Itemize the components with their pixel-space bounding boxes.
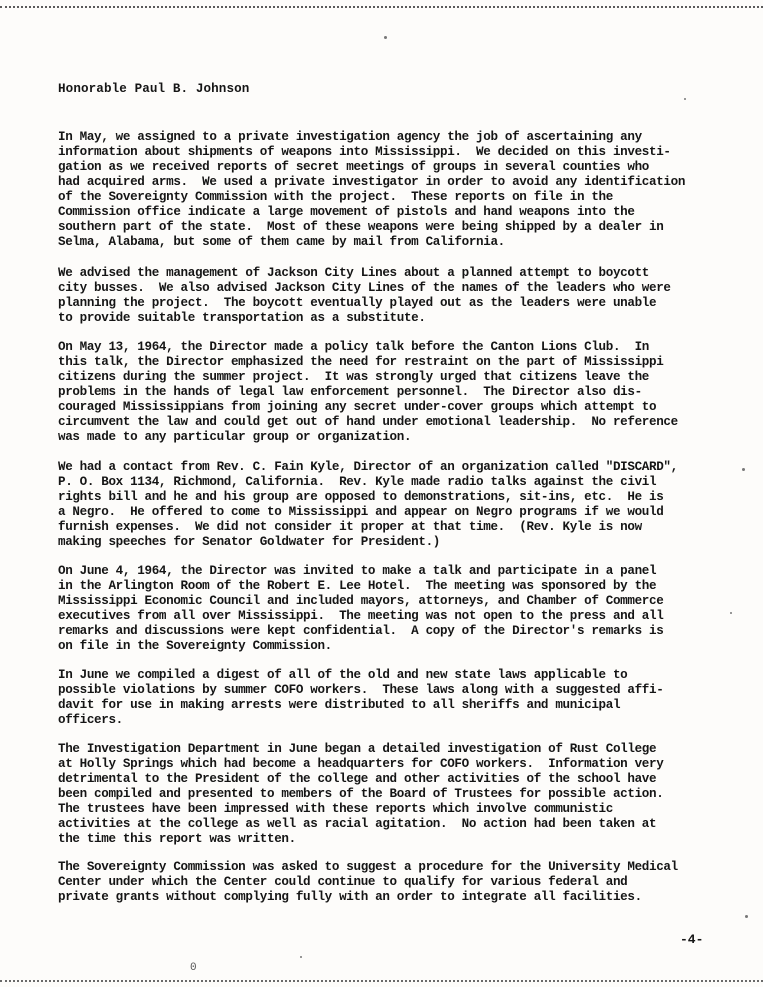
text-line: Mississippi Economic Council and included mayors, attorneys, and Chamber of Commerce	[58, 594, 664, 608]
text-line: On June 4, 1964, the Director was invited to make a talk and participate in a panel	[58, 564, 657, 578]
text-line: city busses. We also advised Jackson City Lines of the names of the leaders who were	[58, 281, 671, 295]
text-line: at Holly Springs which had become a headquarters for COFO workers. Information very	[58, 757, 664, 771]
scan-speck	[745, 915, 748, 918]
text-line: southern part of the state. Most of these weapons were being shipped by a dealer in	[58, 220, 664, 234]
text-line: circumvent the law and could get out of hand under emotional leadership. No reference	[58, 415, 678, 429]
text-line: on file in the Sovereignty Commission.	[58, 639, 332, 653]
text-line: information about shipments of weapons into Mississippi. We decided on this investi-	[58, 145, 671, 159]
text-line: was made to any particular group or organization.	[58, 430, 412, 444]
text-line: had acquired arms. We used a private investigator in order to avoid any identification	[58, 175, 686, 189]
text-line: possible violations by summer COFO workers. These laws along with a suggested affi-	[58, 683, 664, 697]
top-dotted-border	[0, 6, 763, 8]
text-line: officers.	[58, 713, 123, 727]
text-line: gation as we received reports of secret meetings of groups in several counties who	[58, 160, 650, 174]
paragraph	[58, 460, 738, 550]
paragraph	[58, 130, 738, 250]
text-line: private grants without complying fully with an order to integrate all facilities.	[58, 890, 642, 904]
paragraph	[58, 860, 738, 905]
text-line: The trustees have been impressed with these reports which involve communistic	[58, 802, 613, 816]
text-line: to provide suitable transportation as a substitute.	[58, 311, 426, 325]
bottom-dotted-border	[0, 980, 763, 982]
text-line: The Sovereignty Commission was asked to suggest a procedure for the University Medical	[58, 860, 678, 874]
text-line: problems in the hands of legal law enforcement personnel. The Director also dis-	[58, 385, 642, 399]
stray-mark: 0	[190, 962, 197, 974]
scan-speck	[684, 98, 686, 100]
text-line: couraged Mississippians from joining any secret under-cover groups which attempt to	[58, 400, 657, 414]
paragraph	[58, 564, 738, 654]
text-line: We advised the management of Jackson City Lines about a planned attempt to boycott	[58, 266, 650, 280]
text-line: in the Arlington Room of the Robert E. Lee Hotel. The meeting was sponsored by the	[58, 579, 657, 593]
paragraph	[58, 668, 738, 728]
scan-speck	[730, 612, 732, 614]
text-line: activities at the college as well as racial agitation. No action had been taken at	[58, 817, 657, 831]
text-line: On May 13, 1964, the Director made a policy talk before the Canton Lions Club. In	[58, 340, 650, 354]
paragraph	[58, 340, 738, 445]
text-line: been compiled and presented to members of the Board of Trustees for possible action.	[58, 787, 664, 801]
text-line: making speeches for Senator Goldwater for President.)	[58, 535, 440, 549]
text-line: Selma, Alabama, but some of them came by mail from California.	[58, 235, 505, 249]
text-line: planning the project. The boycott eventually played out as the leaders were unable	[58, 296, 657, 310]
text-line: a Negro. He offered to come to Mississippi and appear on Negro programs if we would	[58, 505, 664, 519]
text-line: The Investigation Department in June began a detailed investigation of Rust College	[58, 742, 657, 756]
text-line: Commission office indicate a large movement of pistols and hand weapons into the	[58, 205, 635, 219]
salutation: Honorable Paul B. Johnson	[58, 82, 250, 96]
text-line: the time this report was written.	[58, 832, 296, 846]
text-line: P. O. Box 1134, Richmond, California. Rev. Kyle made radio talks against the civil	[58, 475, 657, 489]
text-line: davit for use in making arrests were distributed to all sheriffs and municipal	[58, 698, 621, 712]
text-line: this talk, the Director emphasized the need for restraint on the part of Mississippi	[58, 355, 664, 369]
text-line: Center under which the Center could continue to qualify for various federal and	[58, 875, 628, 889]
paragraph	[58, 266, 738, 326]
text-line: of the Sovereignty Commission with the project. These reports on file in the	[58, 190, 613, 204]
text-line: citizens during the summer project. It was strongly urged that citizens leave the	[58, 370, 650, 384]
text-line: We had a contact from Rev. C. Fain Kyle, Director of an organization called "DISCARD",	[58, 460, 678, 474]
page-number: -4-	[680, 932, 704, 947]
text-line: In June we compiled a digest of all of the old and new state laws applicable to	[58, 668, 628, 682]
text-line: rights bill and he and his group are opposed to demonstrations, sit-ins, etc. He is	[58, 490, 664, 504]
scan-speck	[384, 36, 387, 39]
text-line: executives from all over Mississippi. The meeting was not open to the press and all	[58, 609, 664, 623]
scan-speck	[742, 468, 745, 471]
text-line: In May, we assigned to a private investigation agency the job of ascertaining any	[58, 130, 642, 144]
paragraph	[58, 742, 738, 847]
scan-speck	[300, 956, 302, 958]
text-line: furnish expenses. We did not consider it proper at that time. (Rev. Kyle is now	[58, 520, 642, 534]
text-line: remarks and discussions were kept confidential. A copy of the Director's remarks is	[58, 624, 664, 638]
text-line: detrimental to the President of the college and other activities of the school have	[58, 772, 657, 786]
